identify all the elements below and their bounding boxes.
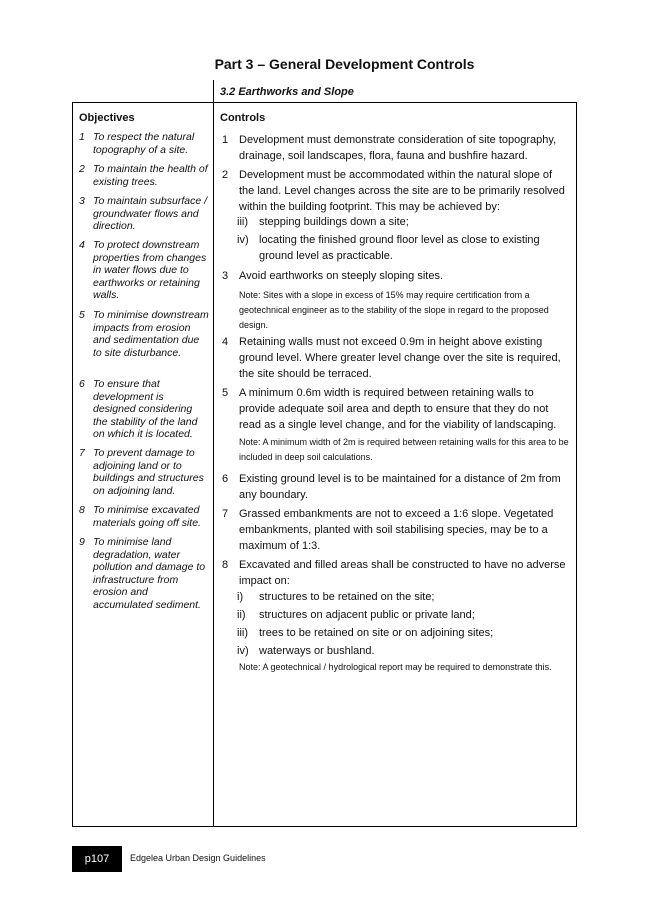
control-subitem: iv) waterways or bushland.: [237, 645, 375, 657]
page-number: p107: [72, 846, 122, 872]
objective-item: 4 To protect downstream properties from changes in water flows due to earthworks or retaining walls.: [79, 239, 207, 302]
page-title: Part 3 – General Development Controls: [214, 56, 475, 72]
control-item: 8 Excavated and filled areas shall be constructed to have no adverse impact on:: [222, 559, 566, 587]
control-note: Note: Sites with a slope in excess of 15% may require certification from a geotechnical engineer as to the stability of the slope in regard to the proposed design.: [239, 290, 549, 330]
control-subitem: iii) trees to be retained on site or on adjoining sites;: [237, 627, 494, 639]
controls-table: [72, 102, 577, 827]
control-item: 7 Grassed embankments are not to exceed a 1:6 slope. Vegetated embankments, planted with soil stabilising species, may be to a maximum of 1:3.: [222, 508, 554, 552]
control-item: 4 Retaining walls must not exceed 0.9m in height above existing ground level. Where greater level change over the site is required, the site should be terraced.: [222, 336, 561, 380]
control-item: 1 Development must demonstrate consideration of site topography, drainage, soil landscapes, flora, fauna and bushfire hazard.: [222, 134, 557, 162]
objective-item: 5 To minimise downstream impacts from erosion and sedimentation due to site disturbance.: [79, 309, 209, 359]
objective-item: 3 To maintain subsurface / groundwater flows and direction.: [79, 195, 208, 233]
objective-item: 7 To prevent damage to adjoining land or to buildings and structures on adjoining land.: [79, 447, 204, 497]
objective-item: 8 To minimise excavated materials going off site.: [79, 504, 201, 529]
control-note: Note: A geotechnical / hydrological report may be required to demonstrate this.: [239, 662, 552, 672]
control-subitem: iv) locating the finished ground floor level as close to existing ground level as practicable.: [237, 234, 540, 262]
control-subitem: ii) structures on adjacent public or private land;: [237, 609, 475, 621]
footer-title: Edgelea Urban Design Guidelines: [130, 853, 266, 863]
control-subitem: i) structures to be retained on the site;: [237, 591, 435, 603]
column-divider: [213, 103, 214, 826]
section-divider: [213, 80, 214, 103]
objective-item: 1 To respect the natural topography of a site.: [79, 131, 195, 156]
control-note: Note: A minimum width of 2m is required between retaining walls for this area to be included in deep soil calculations.: [239, 437, 569, 462]
control-item: 5 A minimum 0.6m width is required between retaining walls to provide adequate soil area and depth to ensure that they do not read as a single level change, and for the viability of landscaping.: [222, 387, 557, 431]
control-item: 6 Existing ground level is to be maintained for a distance of 2m from any boundary.: [222, 473, 561, 501]
control-subitem: iii) stepping buildings down a site;: [237, 216, 409, 228]
objective-item: 2 To maintain the health of existing trees.: [79, 163, 208, 188]
objective-item: 6 To ensure that development is designed considering the stability of the land on which it is located.: [79, 378, 198, 441]
section-title: 3.2 Earthworks and Slope: [220, 86, 354, 98]
control-item: 2 Development must be accommodated within the natural slope of the land. Level changes across the site are to be primarily resolved within the building footprint. This may be achieved by:: [222, 169, 565, 213]
control-item: 3 Avoid earthworks on steeply sloping sites.: [222, 270, 444, 282]
objective-item: 9 To minimise land degradation, water pollution and damage to infrastructure from erosion and accumulated sediment.: [79, 536, 206, 611]
controls-heading: Controls: [220, 112, 266, 124]
objectives-heading: Objectives: [79, 112, 135, 124]
